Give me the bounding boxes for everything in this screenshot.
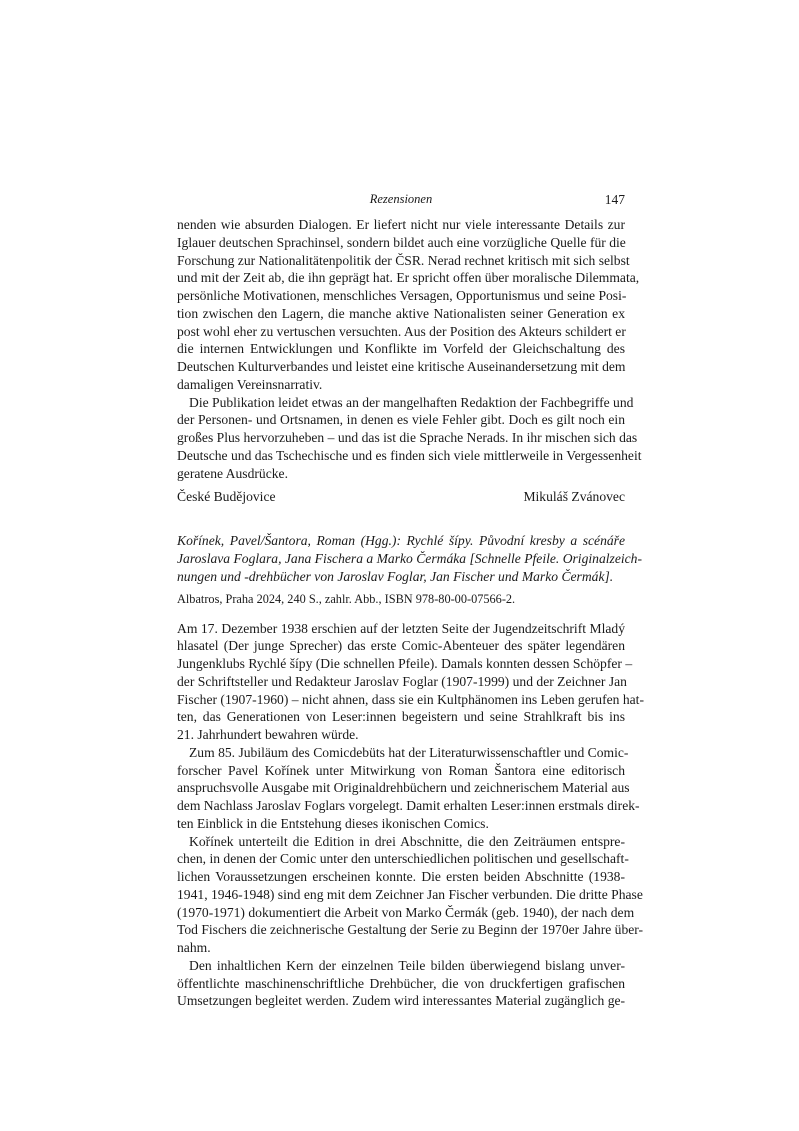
text-line: die internen Entwicklungen und Konflikte im Vorfeld der Gleichschaltung des — [177, 341, 625, 357]
text-line: Iglauer deutschen Sprachinsel, sondern bildet auch eine vorzügliche Quelle für die — [177, 234, 626, 250]
text-line: Fischer (1907-1960) – nicht ahnen, dass sie ein Kultphänomen ins Leben gerufen hat- — [177, 691, 644, 707]
text-line: Umsetzungen begleitet werden. Zudem wird interessantes Material zugänglich ge- — [177, 993, 626, 1009]
text-line: Jungenklubs Rychlé šípy (Die schnellen Pfeile). Damals konnten dessen Schöpfer – — [177, 656, 633, 671]
review2-paragraph-4 — [177, 957, 625, 1010]
text-line: ten, das Generationen von Leser:innen begeistern und seine Strahlkraft bis ins — [177, 709, 625, 725]
review2-paragraph-2 — [177, 744, 640, 833]
title-line: Kořínek, Pavel/Šantora, Roman (Hgg.): Rychlé šípy. Původní kresby a scénáře — [177, 533, 625, 549]
text-line: Kořínek unterteilt die Edition in drei Abschnitte, die den Zeiträumen entspre- — [189, 833, 625, 849]
title-line: nungen und -drehbücher von Jaroslav Foglar, Jan Fischer und Marko Čermák]. — [177, 568, 614, 584]
text-line: tion zwischen den Lagern, die manche aktive Nationalisten seiner Generation ex — [177, 305, 625, 321]
title-line: Jaroslava Foglara, Jana Fischera a Marko Čermáka [Schnelle Pfeile. Originalzeich- — [177, 551, 642, 566]
text-line: und mit der Zeit ab, die ihn geprägt hat. Er spricht offen über moralische Dilemmata, — [177, 270, 640, 286]
text-line: Forschung zur Nationalitätenpolitik der ČSR. Nerad rechnet kritisch mit sich selbst — [177, 252, 630, 268]
signature-author: Mikuláš Zvánovec — [523, 489, 625, 505]
text-line: Deutsche und das Tschechische und es finden sich viele mittlerweile in Vergessenheit — [177, 447, 642, 463]
text-line: 21. Jahrhundert bewahren würde. — [177, 727, 359, 742]
review2-paragraph-3 — [177, 833, 644, 957]
text-line: großes Plus hervorzuheben – und das ist die Sprache Nerads. In ihr mischen sich das — [177, 430, 638, 445]
text-line: geratene Ausdrücke. — [177, 465, 288, 481]
text-line: nenden wie absurden Dialogen. Er liefert nicht nur viele interessante Details zur — [177, 217, 625, 232]
text-line: Die Publikation leidet etwas an der mangelhaften Redaktion der Fachbegriffe und — [189, 394, 634, 410]
text-line: chen, in denen der Comic unter den unterschiedlichen politischen und gesellschaft- — [177, 851, 629, 867]
signature-place: České Budějovice — [177, 489, 276, 505]
review1-signature — [177, 488, 625, 506]
review2-bibliographic-title — [177, 532, 642, 585]
text-line: ten Einblick in die Entstehung dieses ikonischen Comics. — [177, 815, 489, 831]
text-line: Zum 85. Jubiläum des Comicdebüts hat der Literaturwissenschaftler und Comic- — [189, 744, 629, 760]
text-line: Tod Fischers die zeichnerische Gestaltung der Serie zu Beginn der 1970er Jahre über- — [177, 922, 644, 938]
text-line: 1941, 1946-1948) sind eng mit dem Zeichner Jan Fischer verbunden. Die dritte Phase — [177, 886, 643, 902]
text-line: damaligen Vereinsnarrativ. — [177, 376, 323, 392]
text-line: post wohl eher zu vertuschen versuchten. Aus der Position des Akteurs schildert er — [177, 323, 626, 339]
text-line: der Schriftsteller und Redakteur Jaroslav Foglar (1907-1999) und der Zeichner Jan — [177, 673, 627, 689]
running-head-title: Rezensionen — [369, 192, 433, 206]
review1-paragraph-1 — [177, 216, 640, 394]
text-line: lichen Voraussetzungen erscheinen konnte. Die ersten beiden Abschnitte (1938- — [177, 869, 625, 884]
text-line: Am 17. Dezember 1938 erschien auf der letzten Seite der Jugendzeitschrift Mladý — [177, 620, 625, 636]
text-line: der Personen- und Ortsnamen, in denen es viele Fehler gibt. Doch es gilt noch ein — [177, 412, 625, 428]
review1-paragraph-2 — [177, 394, 642, 483]
running-head — [177, 192, 625, 216]
text-line: Deutschen Kulturverbandes und leistet eine kritische Auseinandersetzung mit dem — [177, 359, 626, 374]
text-line: öffentlichte maschinenschriftliche Drehbücher, die von druckfertigen grafischen — [177, 975, 625, 991]
text-line: hlasatel (Der junge Sprecher) das erste Comic-Abenteuer des später legendären — [177, 638, 625, 654]
text-line: Den inhaltlichen Kern der einzelnen Teile bilden überwiegend bislang unver- — [189, 957, 625, 973]
text-line: forscher Pavel Kořínek unter Mitwirkung von Roman Šantora eine editorisch — [177, 762, 625, 778]
book-page — [177, 192, 644, 1010]
publication-info: Albatros, Praha 2024, 240 S., zahlr. Abb., ISBN 978-80-00-07566-2. — [177, 591, 516, 606]
text-line: dem Nachlass Jaroslav Foglars vorgelegt. Damit erhalten Leser:innen erstmals direk- — [177, 798, 640, 813]
page-number: 147 — [604, 192, 625, 207]
text-line: persönliche Motivationen, menschliches Versagen, Opportunismus und seine Posi- — [177, 288, 627, 303]
review2-paragraph-1 — [177, 620, 644, 744]
text-line: nahm. — [177, 940, 211, 955]
text-line: anspruchsvolle Ausgabe mit Originaldrehbüchern und zeichnerischem Material aus — [177, 780, 630, 796]
text-line: (1970-1971) dokumentiert die Arbeit von Marko Čermák (geb. 1940), der nach dem — [177, 904, 635, 920]
